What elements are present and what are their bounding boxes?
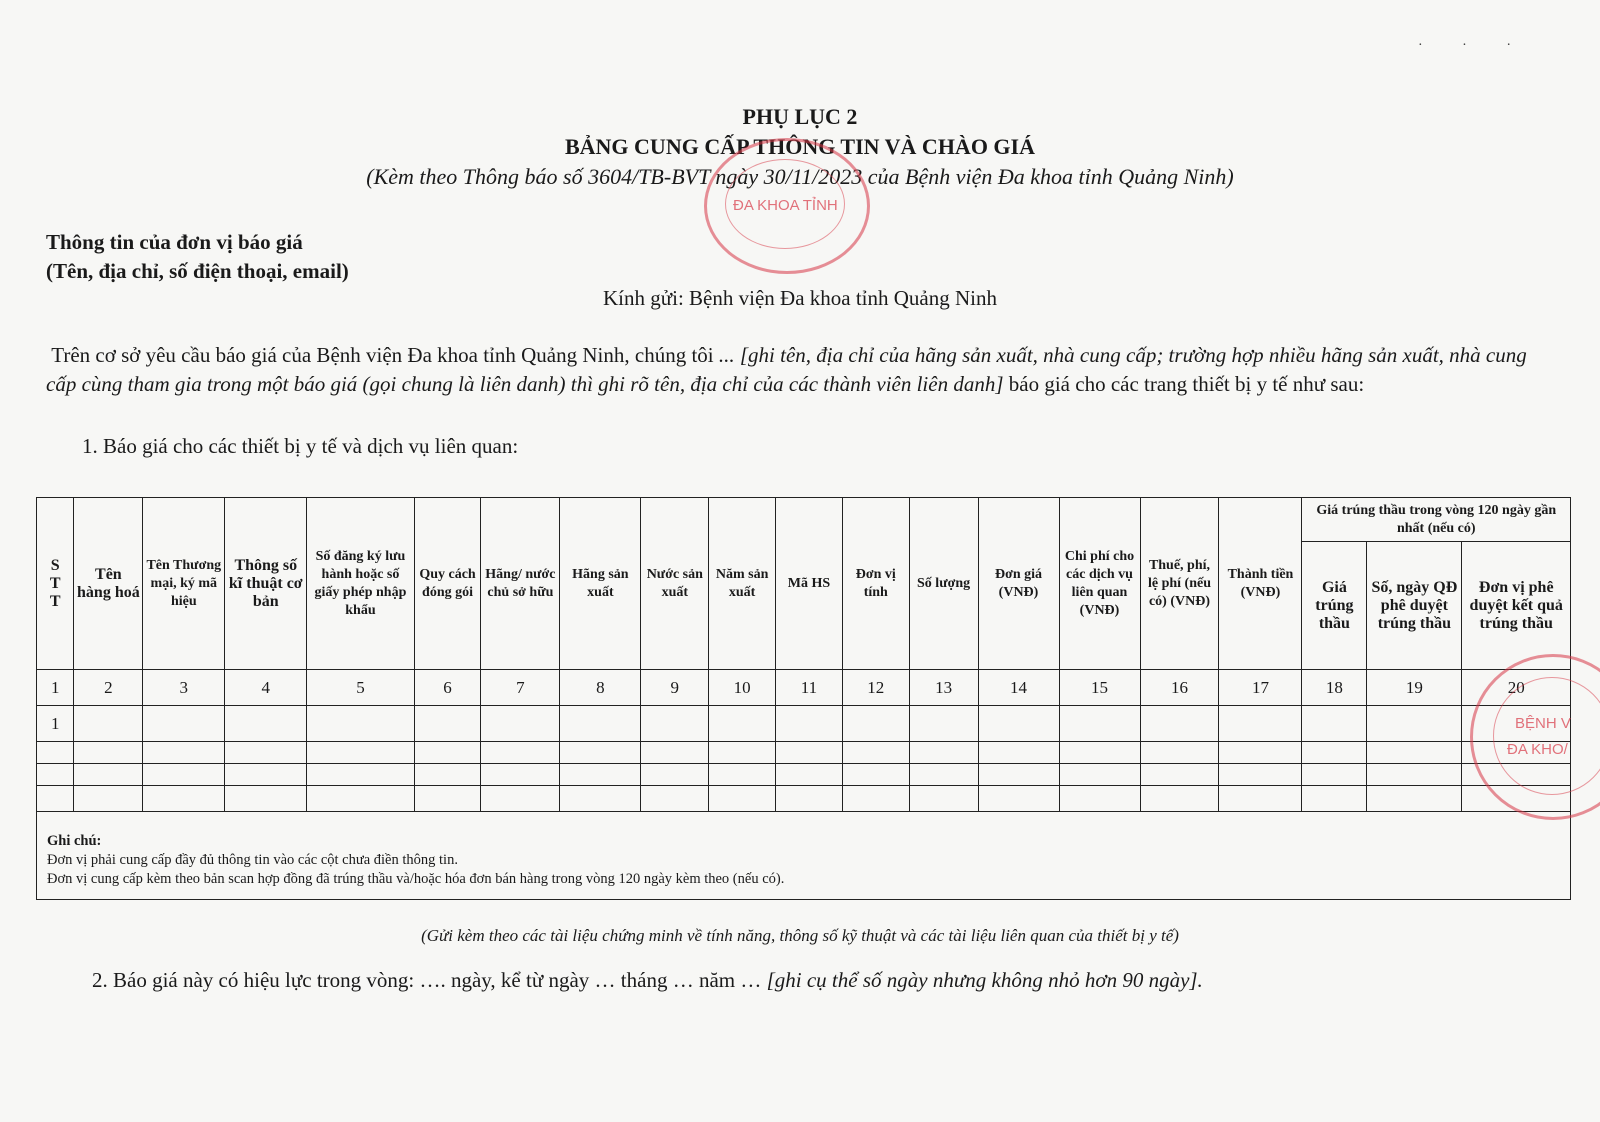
header-manufacturer: Hãng sản xuất [560, 498, 641, 670]
col-num: 2 [74, 670, 143, 706]
empty-cell[interactable] [481, 706, 560, 742]
validity-instruction: [ghi cụ thể số ngày nhưng không nhỏ hơn 90 ngày]. [766, 968, 1203, 992]
empty-cell[interactable] [1140, 706, 1219, 742]
col-num: 17 [1219, 670, 1302, 706]
col-num: 7 [481, 670, 560, 706]
col-num: 13 [909, 670, 978, 706]
empty-cell[interactable] [709, 706, 776, 742]
col-num: 12 [842, 670, 909, 706]
form-subtitle: (Kèm theo Thông báo số 3604/TB-BVT ngày 30/11/2023 của Bệnh viện Đa khoa tỉnh Quảng Ninh) [366, 164, 1234, 189]
empty-cell[interactable] [1302, 706, 1367, 742]
seal-text: ĐA KHOA TỈNH [733, 197, 838, 214]
empty-cell[interactable] [560, 706, 641, 742]
col-num: 9 [641, 670, 709, 706]
empty-cell[interactable] [307, 706, 414, 742]
header-unit-price: Đơn giá (VNĐ) [978, 498, 1059, 670]
header-hs-code: Mã HS [776, 498, 843, 670]
quotation-table [36, 497, 1571, 900]
appendix-title: PHỤ LỤC 2 [742, 104, 858, 129]
empty-cell[interactable] [1219, 706, 1302, 742]
col-num: 1 [37, 670, 74, 706]
note-line-2: Đơn vị cung cấp kèm theo bản scan hợp đồng đã trúng thầu và/hoặc hóa đơn bán hàng trong vòng 120 ngày kèm theo (nếu có). [47, 871, 785, 887]
form-title: BẢNG CUNG CẤP THÔNG TIN VÀ CHÀO GIÁ [564, 134, 1035, 159]
col-num: 6 [414, 670, 481, 706]
col-num: 5 [307, 670, 414, 706]
empty-cell[interactable] [978, 706, 1059, 742]
column-number-row [37, 670, 1571, 706]
quoting-unit-details-label: (Tên, địa chỉ, số điện thoại, email) [46, 259, 349, 283]
header-registration-number: Số đăng ký lưu hành hoặc số giấy phép nhập khẩu [307, 498, 414, 670]
seal-text-2: ĐA KHO/ [1507, 741, 1568, 758]
empty-cell[interactable] [1367, 706, 1462, 742]
header-service-cost: Chi phí cho các dịch vụ liên quan (VNĐ) [1059, 498, 1140, 670]
intro-text-2: báo giá cho các trang thiết bị y tế như sau: [1003, 372, 1365, 396]
header-tax: Thuế, phí, lệ phí (nếu có) (VNĐ) [1140, 498, 1219, 670]
col-num: 16 [1140, 670, 1219, 706]
section-1-heading: 1. Báo giá cho các thiết bị y tế và dịch vụ liên quan: [82, 434, 519, 458]
empty-cell[interactable] [74, 706, 143, 742]
empty-cell[interactable] [143, 706, 225, 742]
header-country: Nước sản xuất [641, 498, 709, 670]
header-trade-name: Tên Thương mại, ký mã hiệu [143, 498, 225, 670]
col-num: 8 [560, 670, 641, 706]
attachment-note: (Gửi kèm theo các tài liệu chứng minh về tính năng, thông số kỹ thuật và các tài liệu liên quan của thiết bị y tế) [421, 926, 1179, 945]
scan-dots: · · · [1418, 38, 1529, 53]
intro-paragraph [46, 341, 1546, 399]
table-row [37, 764, 1571, 786]
empty-cell[interactable] [225, 706, 307, 742]
empty-cell[interactable] [776, 706, 843, 742]
quoting-unit-label: Thông tin của đơn vị báo giá [46, 230, 303, 254]
header-decision-number: Số, ngày QĐ phê duyệt trúng thầu [1367, 542, 1462, 670]
validity-text: 2. Báo giá này có hiệu lực trong vòng: …. ngày, kể từ ngày … tháng … năm … [92, 968, 767, 992]
row-stt: 1 [37, 706, 74, 742]
header-owner: Hãng/ nước chủ sở hữu [481, 498, 560, 670]
header-winning-bid-group: Giá trúng thầu trong vòng 120 ngày gần nhất (nếu có) [1302, 498, 1571, 542]
addressee: Kính gửi: Bệnh viện Đa khoa tỉnh Quảng Ninh [603, 286, 997, 310]
header-total: Thành tiền (VNĐ) [1219, 498, 1302, 670]
empty-cell[interactable] [909, 706, 978, 742]
header-quantity: Số lượng [909, 498, 978, 670]
header-product-name: Tên hàng hoá [74, 498, 143, 670]
col-num: 14 [978, 670, 1059, 706]
header-packaging: Quy cách đóng gói [414, 498, 481, 670]
col-num: 15 [1059, 670, 1140, 706]
col-num: 10 [709, 670, 776, 706]
col-num: 20 [1462, 670, 1571, 706]
header-year: Năm sản xuất [709, 498, 776, 670]
empty-cell[interactable] [641, 706, 709, 742]
section-2-validity [92, 968, 1203, 993]
header-winning-price: Giá trúng thầu [1302, 542, 1367, 670]
col-num: 19 [1367, 670, 1462, 706]
notes-cell [37, 812, 1571, 900]
col-num: 4 [225, 670, 307, 706]
header-approving-unit: Đơn vị phê duyệt kết quả trúng thầu [1462, 542, 1571, 670]
header-stt: S T T [37, 498, 74, 670]
col-num: 3 [143, 670, 225, 706]
notes-title: Ghi chú: [47, 833, 102, 849]
empty-cell[interactable] [842, 706, 909, 742]
empty-cell[interactable] [414, 706, 481, 742]
col-num: 11 [776, 670, 843, 706]
col-num: 18 [1302, 670, 1367, 706]
table-row [37, 706, 1571, 742]
seal-text-1: BỆNH V [1515, 715, 1571, 732]
table-row [37, 742, 1571, 764]
empty-cell[interactable] [1462, 706, 1571, 742]
header-specs: Thông số kĩ thuật cơ bản [225, 498, 307, 670]
empty-cell[interactable] [1059, 706, 1140, 742]
intro-instruction: ... [ghi tên, địa chỉ của hãng sản xuất, nhà cung cấp; trường hợp nhiều hãng sản xuất, nhà cung cấp cùng tham gia trong một báo giá (gọi chung là liên danh) thì ghi rõ tên, địa chỉ của các thành viên liên danh] [46, 343, 1527, 396]
note-line-1: Đơn vị phải cung cấp đầy đủ thông tin vào các cột chưa điền thông tin. [47, 852, 458, 868]
intro-text-1: Trên cơ sở yêu cầu báo giá của Bệnh viện Đa khoa tỉnh Quảng Ninh, chúng tôi [51, 343, 719, 367]
header-unit: Đơn vị tính [842, 498, 909, 670]
table-row [37, 786, 1571, 812]
